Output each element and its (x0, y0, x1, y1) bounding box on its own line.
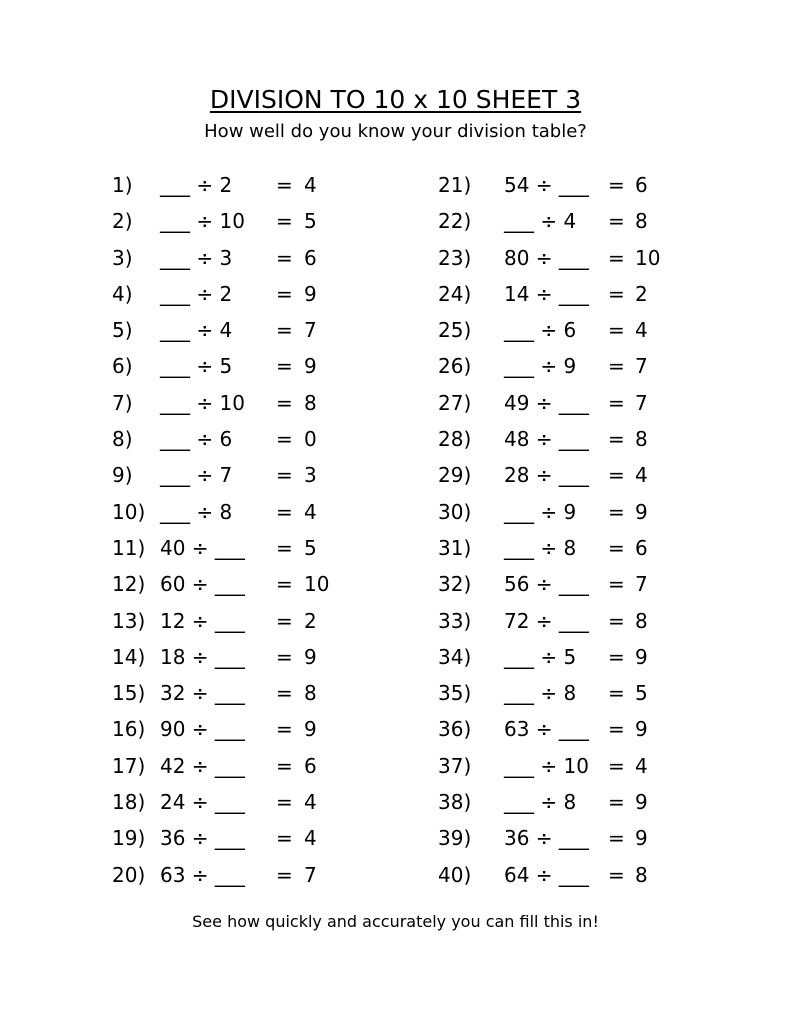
problem-number: 38) (438, 790, 472, 815)
equals-sign: = (276, 318, 293, 343)
problem-expression: ___ ÷ 10 (160, 390, 245, 415)
problem-expression: ___ ÷ 3 (160, 245, 233, 270)
problem-expression: ___ ÷ 8 (504, 535, 577, 560)
footer-note: See how quickly and accurately you can fill this in! (192, 912, 599, 931)
problem-expression: 42 ÷ ___ (160, 753, 245, 778)
problem-number: 6) (112, 354, 133, 379)
problem-number: 16) (112, 717, 146, 742)
problem-expression: ___ ÷ 4 (160, 318, 233, 343)
problem-number: 14) (112, 644, 146, 669)
equals-sign: = (276, 390, 293, 415)
problem-number: 32) (438, 572, 472, 597)
equals-sign: = (276, 572, 293, 597)
problem-expression: ___ ÷ 6 (504, 318, 577, 343)
problem-expression: ___ ÷ 9 (504, 499, 577, 524)
equals-sign: = (608, 681, 625, 706)
equals-sign: = (608, 173, 625, 197)
problem-answer: 2 (635, 281, 648, 306)
equals-sign: = (276, 173, 293, 197)
problem-expression: 60 ÷ ___ (160, 572, 245, 597)
problem-number: 36) (438, 717, 472, 742)
problem-answer: 9 (304, 644, 317, 669)
page-title: DIVISION TO 10 x 10 SHEET 3 (209, 85, 582, 114)
problem-number: 39) (438, 826, 472, 851)
problem-answer: 10 (635, 245, 661, 270)
problem-number: 23) (438, 245, 472, 270)
equals-sign: = (608, 826, 625, 851)
problem-answer: 8 (635, 427, 648, 452)
problem-number: 34) (438, 644, 472, 669)
equals-sign: = (276, 608, 293, 633)
problem-expression: ___ ÷ 8 (504, 790, 577, 815)
equals-sign: = (276, 753, 293, 778)
problem-answer: 9 (304, 354, 317, 379)
equals-sign: = (608, 535, 625, 560)
problem-expression: 54 ÷ ___ (504, 173, 589, 197)
problem-answer: 4 (635, 463, 648, 488)
problem-number: 20) (112, 862, 146, 887)
equals-sign: = (608, 862, 625, 887)
problem-expression: ___ ÷ 2 (160, 281, 233, 306)
problem-expression: 63 ÷ ___ (504, 717, 589, 742)
equals-sign: = (608, 499, 625, 524)
equals-sign: = (276, 463, 293, 488)
equals-sign: = (608, 644, 625, 669)
equals-sign: = (276, 717, 293, 742)
problem-number: 7) (112, 390, 133, 415)
problem-expression: 24 ÷ ___ (160, 790, 245, 815)
problem-number: 31) (438, 535, 472, 560)
problem-number: 22) (438, 209, 472, 234)
problem-expression: 36 ÷ ___ (160, 826, 245, 851)
problem-expression: 12 ÷ ___ (160, 608, 245, 633)
problem-number: 5) (112, 318, 133, 343)
equals-sign: = (608, 245, 625, 270)
problem-answer: 7 (635, 354, 648, 379)
problem-answer: 5 (635, 681, 648, 706)
problem-number: 13) (112, 608, 146, 633)
problem-expression: 56 ÷ ___ (504, 572, 589, 597)
equals-sign: = (608, 608, 625, 633)
problem-expression: 49 ÷ ___ (504, 390, 589, 415)
problem-answer: 8 (635, 209, 648, 234)
problem-number: 24) (438, 281, 472, 306)
equals-sign: = (608, 463, 625, 488)
equals-sign: = (276, 681, 293, 706)
problem-expression: ___ ÷ 10 (160, 209, 245, 234)
problem-answer: 9 (304, 281, 317, 306)
equals-sign: = (276, 499, 293, 524)
problem-answer: 6 (304, 245, 317, 270)
problem-answer: 5 (304, 209, 317, 234)
problem-answer: 6 (304, 753, 317, 778)
problem-answer: 9 (635, 790, 648, 815)
equals-sign: = (276, 354, 293, 379)
problem-number: 33) (438, 608, 472, 633)
problem-number: 10) (112, 499, 146, 524)
problem-expression: ___ ÷ 7 (160, 463, 233, 488)
equals-sign: = (608, 354, 625, 379)
problem-number: 18) (112, 790, 146, 815)
problem-number: 28) (438, 427, 472, 452)
problem-expression: 90 ÷ ___ (160, 717, 245, 742)
problem-answer: 6 (635, 535, 648, 560)
equals-sign: = (276, 862, 293, 887)
problem-answer: 7 (304, 318, 317, 343)
equals-sign: = (276, 826, 293, 851)
problem-answer: 8 (635, 608, 648, 633)
problem-answer: 9 (635, 644, 648, 669)
problem-expression: ___ ÷ 2 (160, 173, 233, 197)
problem-number: 11) (112, 535, 146, 560)
problem-expression: 36 ÷ ___ (504, 826, 589, 851)
problem-number: 19) (112, 826, 146, 851)
problem-number: 17) (112, 753, 146, 778)
problem-expression: 28 ÷ ___ (504, 463, 589, 488)
problem-expression: 80 ÷ ___ (504, 245, 589, 270)
problem-answer: 7 (304, 862, 317, 887)
page-subtitle: How well do you know your division table? (204, 121, 587, 142)
problem-answer: 10 (304, 572, 330, 597)
problem-number: 12) (112, 572, 146, 597)
problem-answer: 4 (304, 826, 317, 851)
problem-number: 9) (112, 463, 133, 488)
problem-answer: 4 (304, 173, 317, 197)
problem-answer: 6 (635, 173, 648, 197)
equals-sign: = (608, 717, 625, 742)
problem-number: 21) (438, 173, 472, 197)
problem-number: 8) (112, 427, 133, 452)
problem-expression: 14 ÷ ___ (504, 281, 589, 306)
equals-sign: = (276, 535, 293, 560)
equals-sign: = (608, 209, 625, 234)
problem-answer: 8 (304, 681, 317, 706)
problem-number: 35) (438, 681, 472, 706)
equals-sign: = (276, 209, 293, 234)
equals-sign: = (276, 644, 293, 669)
equals-sign: = (276, 790, 293, 815)
problem-answer: 8 (304, 390, 317, 415)
problem-answer: 0 (304, 427, 317, 452)
problem-number: 29) (438, 463, 472, 488)
problem-expression: ___ ÷ 8 (504, 681, 577, 706)
problem-number: 2) (112, 209, 133, 234)
equals-sign: = (276, 281, 293, 306)
equals-sign: = (276, 427, 293, 452)
equals-sign: = (608, 390, 625, 415)
problem-expression: 40 ÷ ___ (160, 535, 245, 560)
problem-expression: ___ ÷ 10 (504, 753, 589, 778)
problem-number: 26) (438, 354, 472, 379)
problem-answer: 5 (304, 535, 317, 560)
problem-answer: 9 (635, 717, 648, 742)
problem-answer: 9 (635, 499, 648, 524)
problem-expression: 63 ÷ ___ (160, 862, 245, 887)
equals-sign: = (608, 281, 625, 306)
problem-number: 37) (438, 753, 472, 778)
problem-expression: ___ ÷ 9 (504, 354, 577, 379)
problem-answer: 3 (304, 463, 317, 488)
problem-expression: ___ ÷ 6 (160, 427, 233, 452)
problem-answer: 9 (635, 826, 648, 851)
equals-sign: = (276, 245, 293, 270)
equals-sign: = (608, 790, 625, 815)
problem-answer: 9 (304, 717, 317, 742)
problem-expression: 64 ÷ ___ (504, 862, 589, 887)
equals-sign: = (608, 427, 625, 452)
problem-expression: ___ ÷ 4 (504, 209, 577, 234)
problem-number: 3) (112, 245, 133, 270)
problem-number: 27) (438, 390, 472, 415)
problem-answer: 8 (635, 862, 648, 887)
problem-number: 30) (438, 499, 472, 524)
equals-sign: = (608, 572, 625, 597)
problem-answer: 4 (304, 790, 317, 815)
problem-number: 4) (112, 281, 133, 306)
problem-answer: 2 (304, 608, 317, 633)
problem-number: 25) (438, 318, 472, 343)
problem-answer: 4 (635, 318, 648, 343)
equals-sign: = (608, 753, 625, 778)
problem-number: 1) (112, 173, 133, 197)
problem-expression: ___ ÷ 5 (504, 644, 577, 669)
problem-answer: 7 (635, 390, 648, 415)
equals-sign: = (608, 318, 625, 343)
problem-expression: ___ ÷ 5 (160, 354, 233, 379)
problem-number: 40) (438, 862, 472, 887)
problem-expression: 32 ÷ ___ (160, 681, 245, 706)
problem-expression: ___ ÷ 8 (160, 499, 233, 524)
problem-expression: 48 ÷ ___ (504, 427, 589, 452)
problem-answer: 4 (635, 753, 648, 778)
problem-expression: 18 ÷ ___ (160, 644, 245, 669)
problem-expression: 72 ÷ ___ (504, 608, 589, 633)
problem-answer: 7 (635, 572, 648, 597)
problem-answer: 4 (304, 499, 317, 524)
problem-number: 15) (112, 681, 146, 706)
